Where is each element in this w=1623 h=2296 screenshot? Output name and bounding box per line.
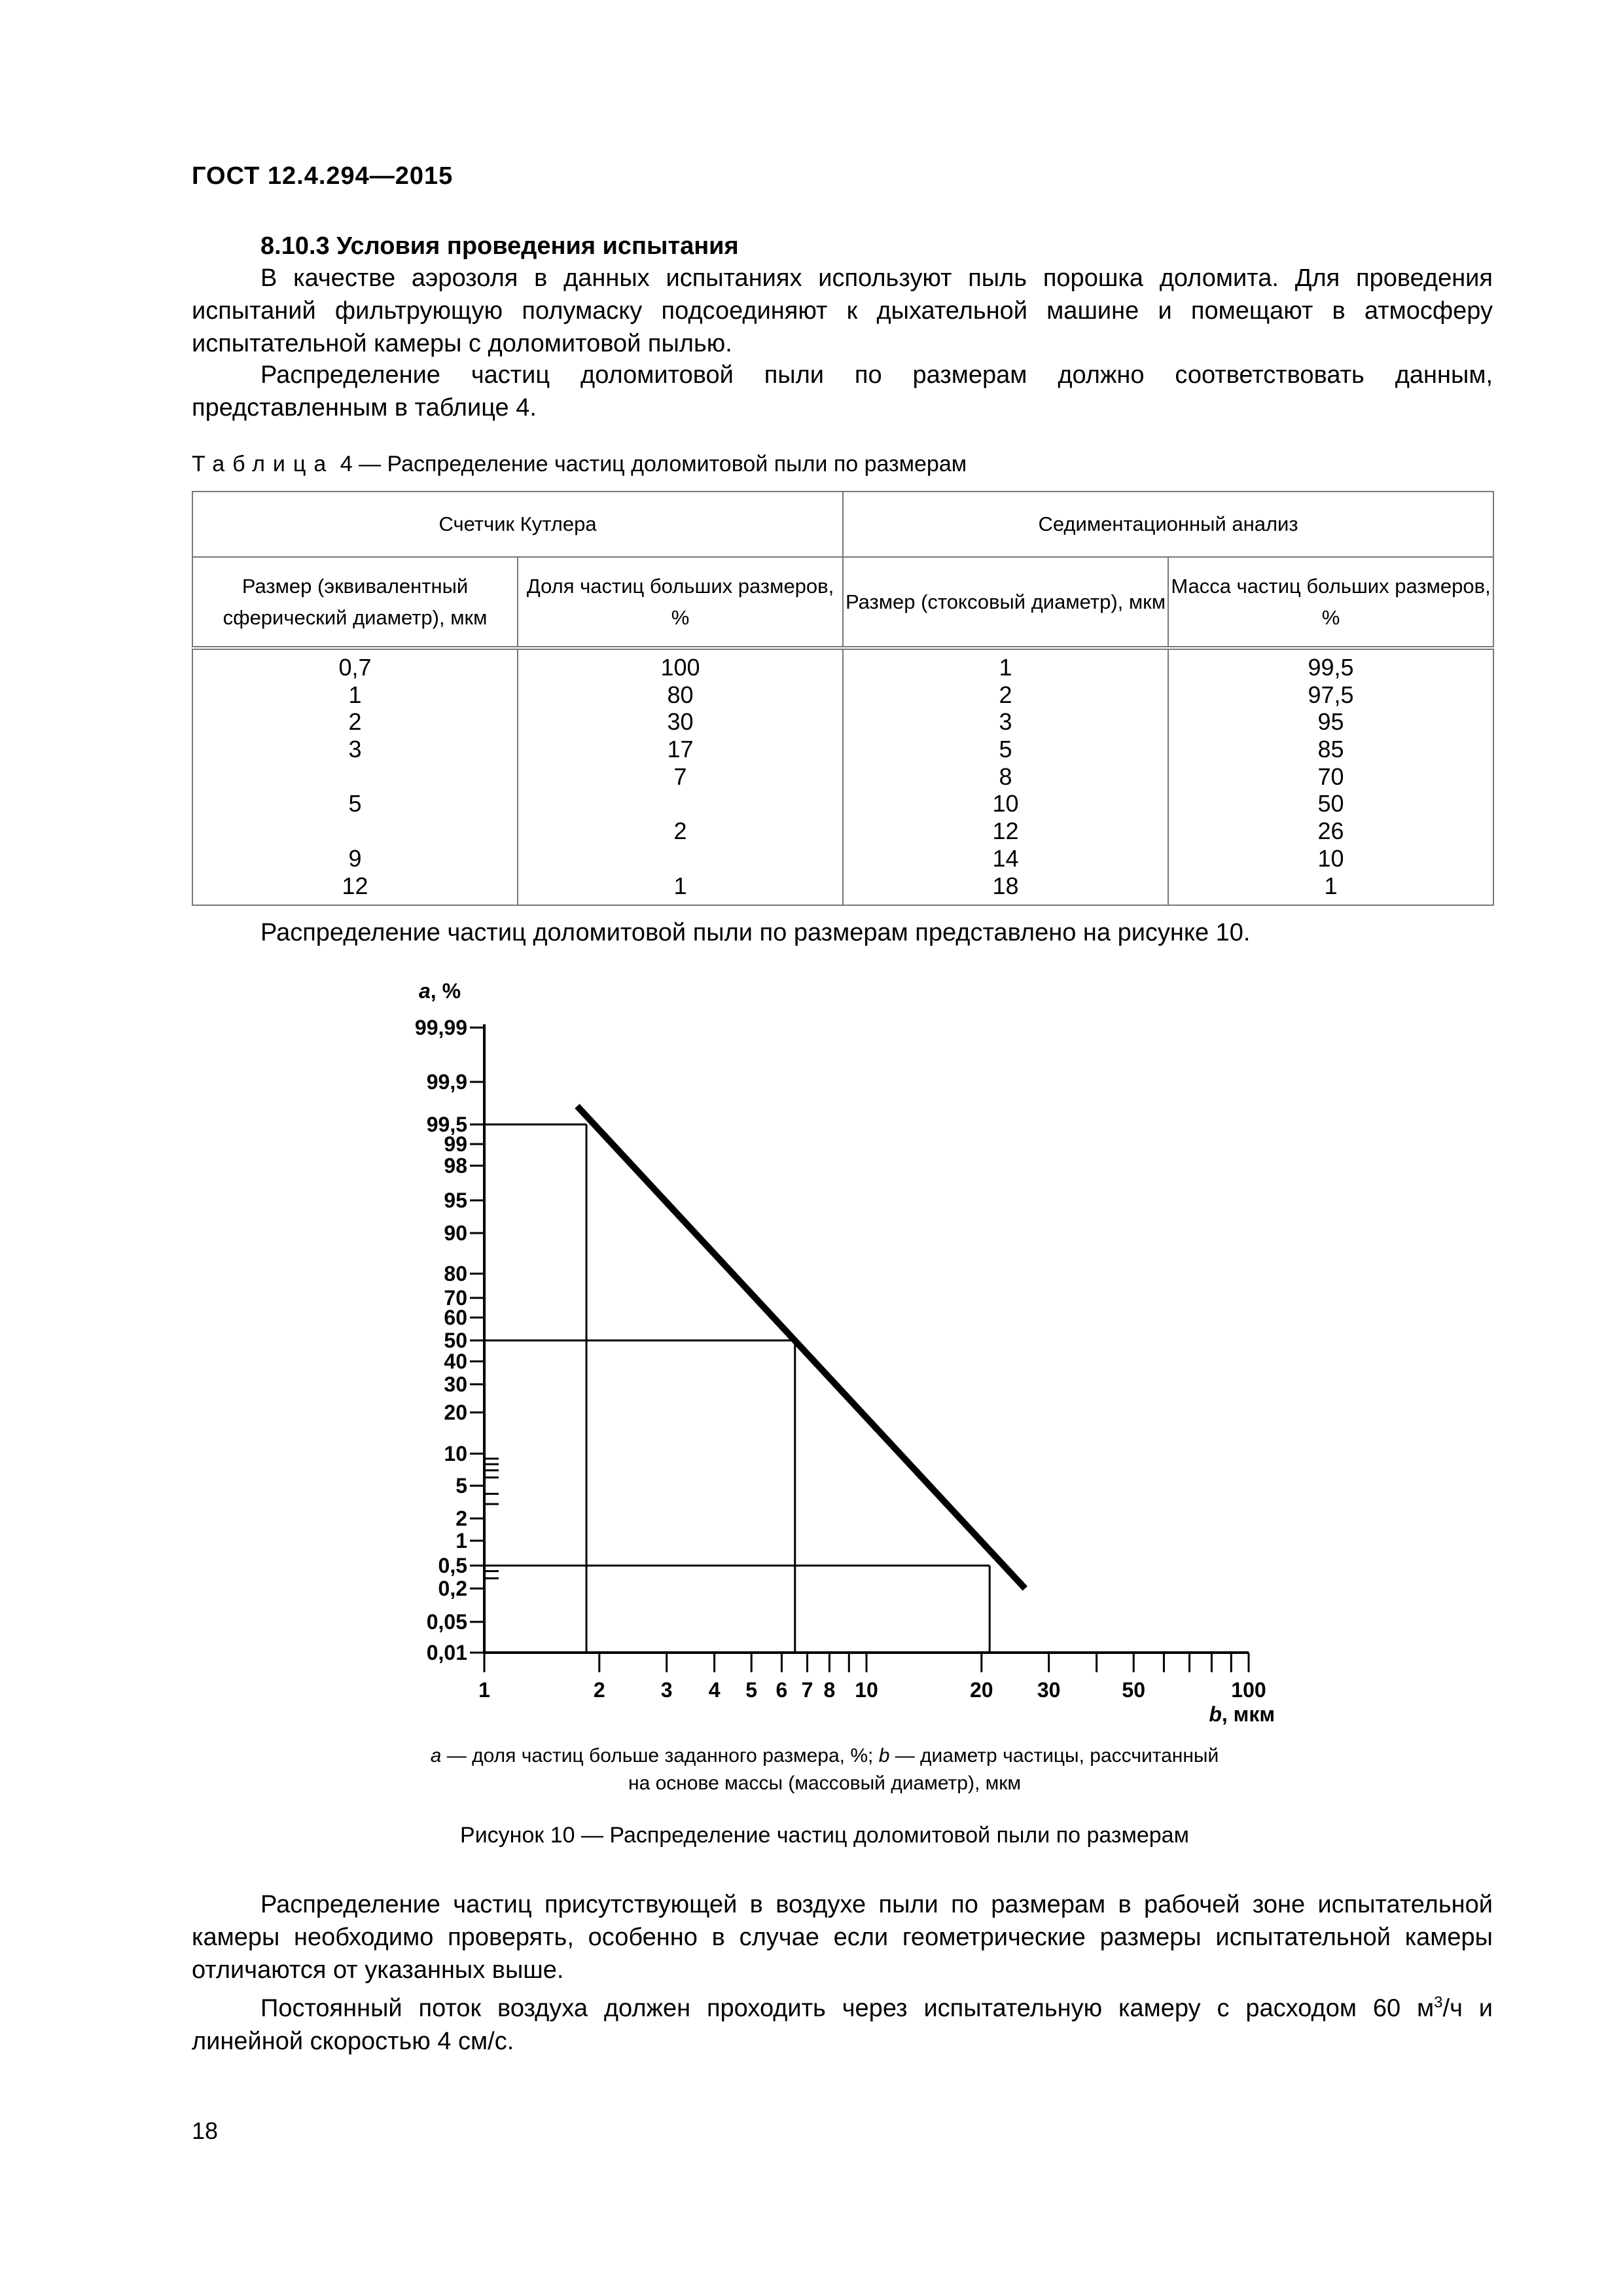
y-tick-label: 50 [444, 1329, 467, 1352]
paragraph-airflow [192, 1986, 1493, 2058]
table-caption-text: 4 — Распределение частиц доломитовой пыли по размерам [334, 452, 967, 476]
table-cell: 10 [992, 790, 1019, 817]
table-cell [518, 790, 842, 817]
column-stokes-diameter-values [843, 648, 1168, 905]
table-caption-word: Таблица [192, 452, 334, 476]
x-tick-label: 3 [660, 1678, 673, 1702]
table-caption [192, 452, 967, 477]
table-cell: 0,7 [338, 654, 372, 681]
table-cell: 1 [673, 872, 687, 899]
y-tick-label: 60 [444, 1306, 467, 1329]
y-tick-label: 1 [455, 1529, 467, 1552]
table-cell: 18 [992, 872, 1019, 899]
paragraph-verification-text: Распределение частиц присутствующей в воздухе пыли по размерам в рабочей зоне испытательной камеры необходимо проверять, особенно в случае если геометрические размеры испытательной камеры отличаются от указанных выше. [192, 1891, 1493, 1984]
paragraph-aerosol [192, 262, 1493, 360]
table-cell: 12 [992, 817, 1019, 845]
y-tick-label: 99,9 [426, 1070, 467, 1094]
column-header-fraction: Доля частиц больших размеров, % [518, 557, 843, 648]
figure-legend [366, 1742, 1283, 1797]
table-cell: 17 [667, 736, 694, 763]
table-cell: 3 [348, 736, 362, 763]
y-tick-label: 80 [444, 1262, 467, 1285]
table-cell [193, 817, 517, 845]
table-cell: 2 [999, 681, 1012, 708]
table-cell: 1 [999, 654, 1012, 681]
paragraph-airflow-text-b: /ч и линейной скоростью 4 см/с. [192, 1994, 1493, 2055]
y-tick-label: 70 [444, 1286, 467, 1310]
legend-a-letter: a [430, 1745, 442, 1767]
y-tick-label: 0,01 [426, 1641, 467, 1664]
table-cell: 95 [1317, 708, 1344, 736]
table-cell: 50 [1317, 790, 1344, 817]
group-header-coulter: Счетчик Кутлера [192, 492, 843, 557]
table-cell: 14 [992, 844, 1019, 872]
section-title: 8.10.3 Условия проведения испытания [260, 232, 739, 260]
figure-caption: Рисунок 10 — Распределение частиц доломитовой пыли по размерам [460, 1823, 1189, 1848]
column-header-mass: Масса частиц больших размеров, % [1168, 557, 1493, 648]
table-cell: 1 [348, 681, 362, 708]
particle-size-chart [0, 969, 1623, 1734]
y-tick-label: 99 [444, 1132, 467, 1156]
x-tick-label: 30 [1037, 1678, 1061, 1702]
document-header: ГОСТ 12.4.294—2015 [192, 162, 454, 190]
paragraph-figure-ref [192, 916, 1493, 949]
y-tick-label: 99,99 [414, 1016, 467, 1039]
x-tick-label: 50 [1122, 1678, 1145, 1702]
table-cell: 2 [673, 817, 687, 845]
column-header-equiv-diameter: Размер (эквивалентный сферический диаметр), мкм [192, 557, 518, 648]
paragraph-airflow-sup: 3 [1434, 1994, 1443, 2011]
table-group-header-row [192, 492, 1493, 557]
table-cell [518, 845, 842, 872]
x-tick-label: 20 [970, 1678, 993, 1702]
y-tick-label: 40 [444, 1350, 467, 1373]
y-axis-title: a, % [419, 979, 461, 1003]
y-tick-label: 30 [444, 1372, 467, 1396]
y-tick-label: 0,05 [426, 1610, 467, 1634]
column-mass-values [1168, 648, 1493, 905]
paragraph-figure-ref-text: Распределение частиц доломитовой пыли по размерам представлено на рисунке 10. [260, 919, 1251, 946]
paragraph-distribution-text: Распределение частиц доломитовой пыли по размерам должно соответствовать данным, представленным в таблице 4. [192, 361, 1493, 422]
y-tick-label: 20 [444, 1401, 467, 1424]
column-equiv-diameter-values [192, 648, 518, 905]
table-cell [193, 763, 517, 791]
x-tick-label: 6 [776, 1678, 788, 1702]
table-cell: 70 [1317, 762, 1344, 790]
y-tick-label: 2 [455, 1507, 467, 1530]
table-cell: 99,5 [1308, 654, 1354, 681]
particle-distribution-table [192, 491, 1494, 906]
table-cell: 85 [1317, 736, 1344, 763]
x-tick-label: 10 [855, 1678, 878, 1702]
legend-line2: на основе массы (массовый диаметр), мкм [628, 1772, 1021, 1794]
group-header-sedimentation: Седиментационный анализ [843, 492, 1493, 557]
legend-a-text: — доля частиц больше заданного размера, %; [441, 1745, 879, 1767]
column-header-stokes-diameter: Размер (стоксовый диаметр), мкм [843, 557, 1168, 648]
table-cell: 80 [667, 681, 694, 708]
y-tick-label: 10 [444, 1442, 467, 1465]
x-tick-label: 2 [593, 1678, 605, 1702]
paragraph-verification [192, 1888, 1493, 1986]
y-tick-label: 99,5 [426, 1113, 467, 1136]
table-cell: 9 [348, 844, 362, 872]
x-axis-title: b, мкм [1209, 1702, 1275, 1726]
x-tick-label: 4 [708, 1678, 721, 1702]
y-tick-label: 0,2 [438, 1577, 467, 1600]
table-cell: 2 [348, 708, 362, 736]
table-cell: 1 [1324, 872, 1338, 899]
paragraph-distribution [192, 359, 1493, 424]
table-body-row [192, 648, 1493, 905]
legend-b-text: — диаметр частицы, рассчитанный [889, 1745, 1219, 1767]
y-tick-label: 90 [444, 1221, 467, 1245]
table-cell: 3 [999, 708, 1012, 736]
x-tick-label: 7 [801, 1678, 813, 1702]
x-tick-label: 100 [1231, 1678, 1266, 1702]
table-cell: 8 [999, 762, 1012, 790]
distribution-line [577, 1106, 1025, 1588]
table-cell: 26 [1317, 817, 1344, 845]
y-tick-label: 0,5 [438, 1554, 467, 1577]
table-cell: 10 [1317, 844, 1344, 872]
table-cell: 12 [342, 872, 368, 899]
legend-b-letter: b [878, 1745, 890, 1767]
column-fraction-values [518, 648, 843, 905]
table-cell: 100 [660, 654, 700, 681]
y-tick-label: 98 [444, 1154, 467, 1177]
y-tick-label: 5 [455, 1474, 467, 1498]
x-tick-label: 5 [745, 1678, 758, 1702]
table-cell: 30 [667, 708, 694, 736]
table-column-header-row [192, 557, 1493, 648]
table-cell: 5 [348, 790, 362, 817]
x-tick-label: 8 [823, 1678, 836, 1702]
x-tick-label: 1 [478, 1678, 490, 1702]
page-number: 18 [192, 2117, 219, 2144]
paragraph-aerosol-text: В качестве аэрозоля в данных испытаниях используют пыль порошка доломита. Для проведения испытаний фильтрующую полумаску подсоединяют к дыхательной машине и помещают в атмосферу испытательной камеры с доломитовой пылью. [192, 264, 1493, 357]
table-cell: 97,5 [1308, 681, 1354, 708]
table-cell: 7 [673, 762, 687, 790]
table-cell: 5 [999, 736, 1012, 763]
y-tick-label: 95 [444, 1189, 467, 1212]
paragraph-airflow-text-a: Постоянный поток воздуха должен проходить через испытательную камеру с расходом 60 м [260, 1994, 1435, 2022]
